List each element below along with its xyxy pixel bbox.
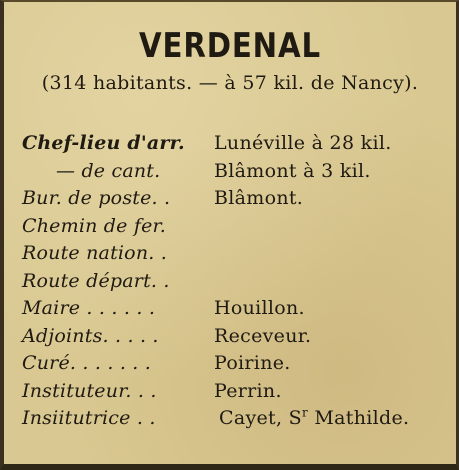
commune-title: VERDENAL [139,26,321,66]
row-chef-lieu-arr [22,130,452,158]
row-label: Bur. de poste. . [22,187,171,209]
row-label: Curé. . . . . . . [22,352,152,374]
value-main: Cayet, S [219,407,302,429]
row-bureau-poste [22,185,452,213]
row-label: Chef-lieu d'arr. [22,132,185,154]
row-adjoints [22,323,452,351]
info-table [22,130,452,433]
row-value: Perrin. [214,379,282,402]
row-label: Maire . . . . . . [22,297,156,319]
row-label: Route départ. . [22,269,170,292]
row-value: Blâmont. [214,187,304,209]
row-value [219,405,409,433]
row-label: Chemin de fer. [22,214,166,237]
row-chef-lieu-cant [22,158,452,186]
row-value: Poirine. [214,352,291,374]
row-instituteur [22,378,452,406]
row-route-departementale [22,268,452,296]
value-superscript: r [301,405,309,420]
row-route-nationale [22,240,452,268]
row-value: Houillon. [214,297,305,319]
commune-subtitle: (314 habitants. — à 57 kil. de Nancy). [41,72,419,94]
row-institutrice [22,405,452,433]
value-tail: Mathilde. [308,407,410,429]
row-label: Instituteur. . . [22,379,157,402]
row-label: Insiitutrice . . [22,407,156,429]
row-value: Blâmont à 3 kil. [214,159,371,182]
row-label: Adjoints. . . . . [22,324,159,347]
row-value: Receveur. [214,324,312,347]
row-chemin-de-fer [22,213,452,241]
row-maire [22,295,452,323]
row-value: Lunéville à 28 kil. [214,132,392,154]
row-label: Route nation. . [22,242,167,264]
row-label: — de cant. [56,159,161,182]
row-cure [22,350,452,378]
